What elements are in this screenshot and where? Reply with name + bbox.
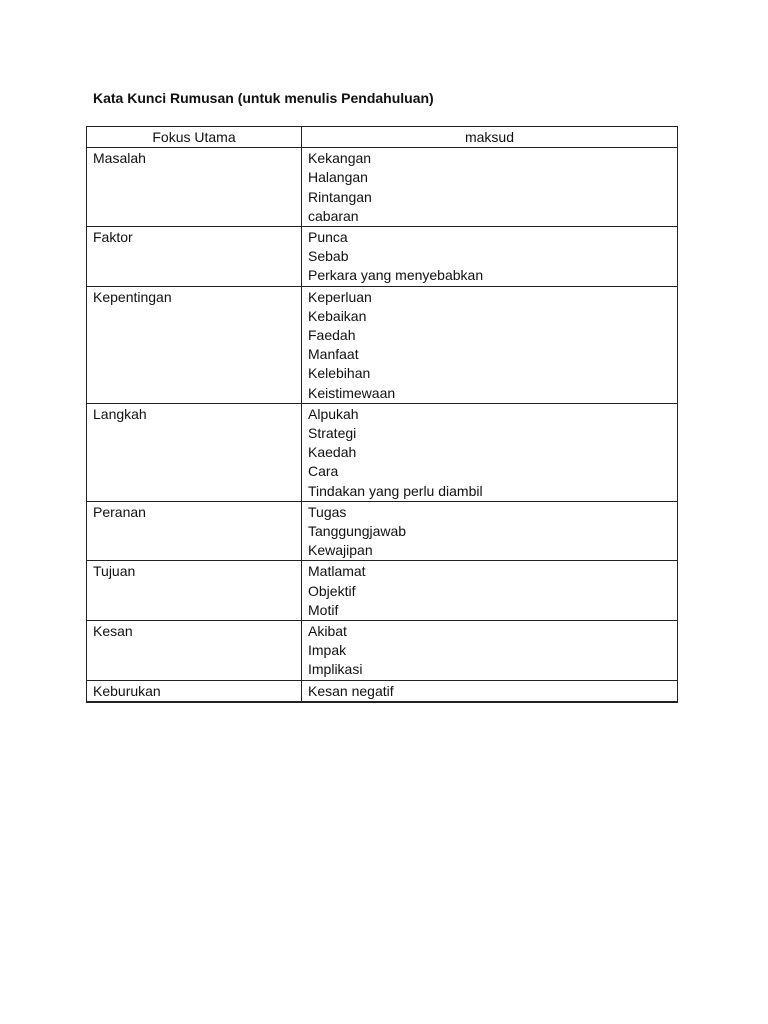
meaning-item: Matlamat: [308, 563, 366, 580]
meaning-item: Keperluan: [308, 288, 372, 305]
table-row: [87, 621, 678, 681]
meaning-item: Punca: [308, 229, 348, 246]
focus-cell: Keburukan: [87, 680, 302, 702]
meaning-item: Faedah: [308, 327, 356, 344]
table-row: [87, 680, 678, 702]
meaning-cell: [302, 403, 678, 501]
table-row: [87, 286, 678, 403]
page-title: Kata Kunci Rumusan (untuk menulis Pendahuluan): [93, 90, 434, 106]
table-row: [87, 227, 678, 287]
meaning-item: Sebab: [308, 248, 349, 265]
meaning-item: Kekangan: [308, 150, 372, 167]
meaning-cell: [302, 680, 678, 702]
meaning-item: Impak: [308, 642, 347, 659]
focus-cell: Peranan: [87, 501, 302, 561]
meaning-cell: [302, 561, 678, 621]
meaning-item: cabaran: [308, 207, 359, 224]
focus-cell: Faktor: [87, 227, 302, 287]
meaning-item: Implikasi: [308, 661, 363, 678]
column-header-focus: Fokus Utama: [87, 127, 302, 148]
meaning-item: Objektif: [308, 582, 356, 599]
meaning-item: Cara: [308, 463, 339, 480]
meaning-item: Kewajipan: [308, 542, 373, 559]
meaning-item: Kebaikan: [308, 307, 367, 324]
meaning-cell: [302, 148, 678, 227]
meaning-item: Motif: [308, 601, 339, 618]
keyword-table: [86, 126, 678, 703]
meaning-item: Rintangan: [308, 188, 372, 205]
meaning-item: Perkara yang menyebabkan: [308, 267, 484, 284]
table-row: [87, 561, 678, 621]
table-row: [87, 148, 678, 227]
meaning-item: Strategi: [308, 425, 357, 442]
meaning-item: Kesan negatif: [308, 682, 394, 699]
focus-cell: Kesan: [87, 621, 302, 681]
focus-cell: Langkah: [87, 403, 302, 501]
table-header-row: [87, 127, 678, 148]
table-row: [87, 501, 678, 561]
meaning-item: Tugas: [308, 503, 347, 520]
meaning-item: Kelebihan: [308, 365, 371, 382]
column-header-meaning: maksud: [302, 127, 678, 148]
meaning-cell: [302, 621, 678, 681]
meaning-item: Tanggungjawab: [308, 523, 407, 540]
meaning-cell: [302, 501, 678, 561]
meaning-item: Manfaat: [308, 346, 359, 363]
meaning-item: Akibat: [308, 623, 347, 640]
meaning-item: Keistimewaan: [308, 384, 396, 401]
focus-cell: Tujuan: [87, 561, 302, 621]
meaning-cell: [302, 227, 678, 287]
table-row: [87, 403, 678, 501]
table-body: [87, 148, 678, 702]
focus-cell: Kepentingan: [87, 286, 302, 403]
meaning-item: Tindakan yang perlu diambil: [308, 482, 483, 499]
meaning-item: Kaedah: [308, 444, 357, 461]
focus-cell: Masalah: [87, 148, 302, 227]
meaning-item: Halangan: [308, 169, 368, 186]
meaning-item: Alpukah: [308, 405, 359, 422]
meaning-cell: [302, 286, 678, 403]
